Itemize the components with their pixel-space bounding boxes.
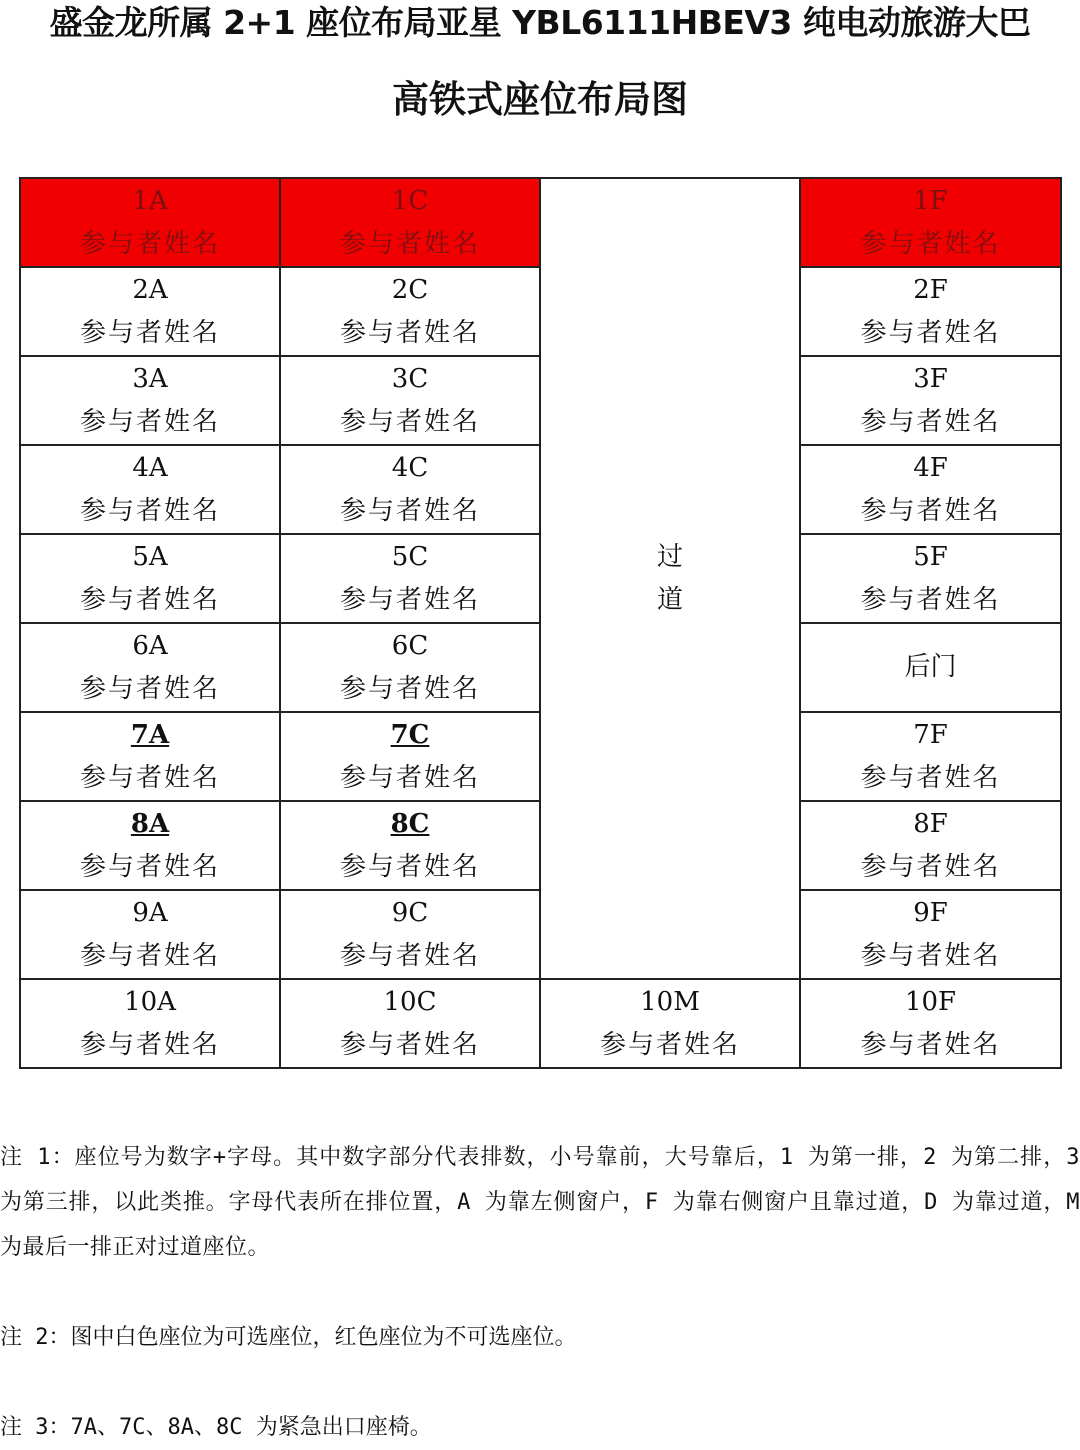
seat-7f[interactable] bbox=[800, 712, 1061, 801]
seat-code: 2A bbox=[132, 274, 168, 305]
seat-9f[interactable] bbox=[800, 890, 1061, 979]
seat-code: 3C bbox=[391, 363, 429, 394]
participant-name: 参与者姓名 bbox=[339, 406, 480, 437]
participant-name: 参与者姓名 bbox=[860, 762, 1001, 793]
participant-name: 参与者姓名 bbox=[339, 1029, 480, 1060]
seat-code: 8F bbox=[913, 808, 948, 839]
participant-name: 参与者姓名 bbox=[79, 584, 220, 615]
participant-name: 参与者姓名 bbox=[339, 762, 480, 793]
seat-code: 2C bbox=[391, 274, 429, 305]
participant-name: 参与者姓名 bbox=[339, 584, 480, 615]
seat-1f[interactable] bbox=[800, 178, 1061, 267]
page-subtitle: 高铁式座位布局图 bbox=[392, 78, 688, 121]
seat-1a[interactable] bbox=[20, 178, 280, 267]
seat-10c[interactable] bbox=[280, 979, 540, 1068]
seat-code: 9C bbox=[391, 897, 429, 928]
seat-code: 1A bbox=[132, 185, 168, 216]
seat-code: 10C bbox=[383, 986, 437, 1017]
seat-10f[interactable] bbox=[800, 979, 1061, 1068]
seat-3f[interactable] bbox=[800, 356, 1061, 445]
aisle bbox=[540, 178, 800, 979]
seat-6a[interactable] bbox=[20, 623, 280, 712]
seat-3a[interactable] bbox=[20, 356, 280, 445]
seat-code: 3F bbox=[913, 363, 948, 394]
seat-code: 7A bbox=[130, 719, 170, 750]
seat-8c[interactable] bbox=[280, 801, 540, 890]
seat-10m[interactable] bbox=[540, 979, 800, 1068]
participant-name: 参与者姓名 bbox=[339, 495, 480, 526]
seat-code: 10A bbox=[124, 986, 176, 1017]
seat-code: 1C bbox=[391, 185, 429, 216]
participant-name: 参与者姓名 bbox=[339, 673, 480, 704]
participant-name: 参与者姓名 bbox=[79, 762, 220, 793]
seat-code: 8C bbox=[390, 808, 430, 839]
participant-name: 参与者姓名 bbox=[339, 228, 480, 259]
seat-code: 5A bbox=[132, 541, 168, 572]
participant-name: 参与者姓名 bbox=[860, 406, 1001, 437]
participant-name: 参与者姓名 bbox=[860, 228, 1001, 259]
seat-8f[interactable] bbox=[800, 801, 1061, 890]
seat-code: 10M bbox=[640, 986, 700, 1017]
seat-1c[interactable] bbox=[280, 178, 540, 267]
aisle-label-2: 道 bbox=[656, 584, 683, 615]
participant-name: 参与者姓名 bbox=[79, 851, 220, 882]
seat-8a[interactable] bbox=[20, 801, 280, 890]
participant-name: 参与者姓名 bbox=[860, 584, 1001, 615]
note-2: 注 2：图中白色座位为可选座位，红色座位为不可选座位。 bbox=[0, 1325, 577, 1350]
seat-row bbox=[20, 178, 1061, 267]
seat-code: 6A bbox=[132, 630, 168, 661]
seat-code: 8A bbox=[130, 808, 170, 839]
seat-9a[interactable] bbox=[20, 890, 280, 979]
seat-2a[interactable] bbox=[20, 267, 280, 356]
seat-layout-table bbox=[19, 177, 1062, 1069]
seat-5f[interactable] bbox=[800, 534, 1061, 623]
seat-code: 10F bbox=[904, 986, 957, 1017]
page-title: 盛金龙所属 2+1 座位布局亚星 YBL6111HBEV3 纯电动旅游大巴 bbox=[49, 3, 1031, 42]
seat-code: 3A bbox=[132, 363, 168, 394]
seat-6c[interactable] bbox=[280, 623, 540, 712]
seat-code: 9A bbox=[132, 897, 168, 928]
participant-name: 参与者姓名 bbox=[599, 1029, 740, 1060]
seat-code: 4C bbox=[391, 452, 429, 483]
seat-code: 4F bbox=[913, 452, 948, 483]
seat-code: 5C bbox=[391, 541, 429, 572]
seat-10a[interactable] bbox=[20, 979, 280, 1068]
seat-code: 9F bbox=[913, 897, 948, 928]
seat-9c[interactable] bbox=[280, 890, 540, 979]
participant-name: 参与者姓名 bbox=[79, 495, 220, 526]
participant-name: 参与者姓名 bbox=[860, 1029, 1001, 1060]
seat-4f[interactable] bbox=[800, 445, 1061, 534]
seat-code: 2F bbox=[913, 274, 948, 305]
participant-name: 参与者姓名 bbox=[79, 317, 220, 348]
participant-name: 参与者姓名 bbox=[79, 406, 220, 437]
seat-5c[interactable] bbox=[280, 534, 540, 623]
seat-2f[interactable] bbox=[800, 267, 1061, 356]
seat-7c[interactable] bbox=[280, 712, 540, 801]
seat-code: 5F bbox=[913, 541, 948, 572]
seat-code: 4A bbox=[132, 452, 168, 483]
note-1: 注 1：座位号为数字+字母。其中数字部分代表排数，小号靠前，大号靠后，1 为第一排，2 为第二排，3 为第三排，以此类推。字母代表所在排位置，A 为靠左侧窗户，F 为靠右侧窗户且靠过道，D 为靠过道，M 为最后一排正对过道座位。 bbox=[0, 1145, 1080, 1260]
participant-name: 参与者姓名 bbox=[339, 317, 480, 348]
seat-code: 7F bbox=[913, 719, 948, 750]
seat-7a[interactable] bbox=[20, 712, 280, 801]
aisle-label-1: 过 bbox=[656, 541, 683, 572]
seat-code: 1F bbox=[913, 185, 948, 216]
seat-2c[interactable] bbox=[280, 267, 540, 356]
participant-name: 参与者姓名 bbox=[860, 851, 1001, 882]
seat-5a[interactable] bbox=[20, 534, 280, 623]
note-3: 注 3：7A、7C、8A、8C 为紧急出口座椅。 bbox=[0, 1415, 432, 1440]
seat-3c[interactable] bbox=[280, 356, 540, 445]
participant-name: 参与者姓名 bbox=[860, 495, 1001, 526]
seat-4a[interactable] bbox=[20, 445, 280, 534]
participant-name: 参与者姓名 bbox=[79, 1029, 220, 1060]
seat-row bbox=[20, 979, 1061, 1068]
participant-name: 参与者姓名 bbox=[79, 940, 220, 971]
rear-door: 后门 bbox=[800, 623, 1061, 712]
seat-code: 7C bbox=[390, 719, 430, 750]
seat-4c[interactable] bbox=[280, 445, 540, 534]
participant-name: 参与者姓名 bbox=[860, 940, 1001, 971]
participant-name: 参与者姓名 bbox=[860, 317, 1001, 348]
participant-name: 参与者姓名 bbox=[79, 673, 220, 704]
seat-code: 6C bbox=[391, 630, 429, 661]
participant-name: 参与者姓名 bbox=[339, 851, 480, 882]
participant-name: 参与者姓名 bbox=[339, 940, 480, 971]
participant-name: 参与者姓名 bbox=[79, 228, 220, 259]
